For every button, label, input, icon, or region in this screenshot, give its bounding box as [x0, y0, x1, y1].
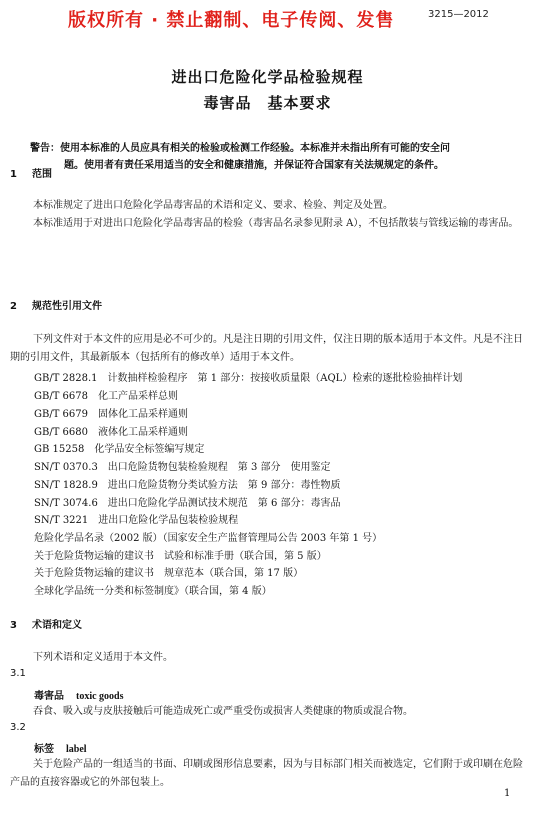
term-english: label	[66, 744, 87, 755]
reference-item: 危险化学品名录（2002 版）（国家安全生产监督管理局公告 2003 年第 1 号）	[34, 533, 383, 544]
section-number: 1	[10, 169, 17, 180]
reference-item: 全球化学品统一分类和标签制度》（联合国，第 4 版）	[34, 586, 272, 597]
scope-paragraph-2: 本标准适用于对进出口危险化学品毒害品的检验（毒害品名录参见附录 A），不包括散装与管线运输的毒害品。	[33, 218, 519, 229]
reference-item: SN/T 3221 进出口危险化学品包装检验规程	[34, 515, 239, 526]
reference-item: 关于危险货物运输的建议书 规章范本（联合国，第 17 版）	[34, 568, 304, 579]
section-heading-normative-references	[10, 297, 102, 312]
reference-item: SN/T 3074.6 进出口危险化学品测试技术规范 第 6 部分：毒害品	[34, 498, 341, 509]
term-chinese: 毒害品	[34, 691, 64, 702]
terms-intro: 下列术语和定义适用于本文件。	[33, 652, 173, 663]
document-subtitle: 毒害品 基本要求	[203, 94, 332, 112]
section-title: 规范性引用文件	[32, 301, 102, 312]
section-title: 术语和定义	[32, 620, 82, 631]
reference-item: GB 15258 化学品安全标签编写规定	[34, 444, 205, 455]
warning-line-1: 警告：使用本标准的人员应具有相关的检验或检测工作经验。本标准并未指出所有可能的安全问	[30, 143, 450, 154]
term-chinese: 标签	[34, 744, 54, 755]
page-number: 1	[504, 788, 511, 799]
document-title: 进出口危险化学品检验规程	[171, 68, 364, 86]
reference-item: SN/T 0370.3 出口危险货物包装检验规程 第 3 部分 使用鉴定	[34, 462, 331, 473]
section-heading-terms	[10, 616, 82, 631]
reference-item: GB/T 6679 固体化工品采样通则	[34, 409, 189, 420]
section-number: 2	[10, 301, 17, 312]
term-definition: 关于危险产品的一组适当的书面、印刷或图形信息要素，因为与目标部门相关而被选定，它们附于或印刷在危险产品的直接容器或它的外部包装上。	[10, 759, 523, 788]
term-number: 3.2	[10, 722, 26, 733]
reference-item: GB/T 6678 化工产品采样总则	[34, 391, 179, 402]
references-intro: 下列文件对于本文件的应用是必不可少的。凡是注日期的引用文件，仅注日期的版本适用于本文件。凡是不注日期的引用文件，其最新版本（包括所有的修改单）适用于本文件。	[10, 334, 523, 363]
copyright-watermark: 版权所有 · 禁止翻制、电子传阅、发售	[68, 10, 395, 31]
term-english: toxic goods	[76, 691, 124, 702]
term-definition: 吞食、吸入或与皮肤接触后可能造成死亡或严重受伤或损害人类健康的物质或混合物。	[33, 706, 413, 717]
reference-item: 关于危险货物运输的建议书 试验和标准手册（联合国，第 5 版）	[34, 551, 327, 562]
reference-item: GB/T 2828.1 计数抽样检验程序 第 1 部分：按接收质量限（AQL）检索的逐批检验抽样计划	[34, 373, 463, 384]
standard-number: 3215—2012	[428, 9, 489, 20]
scope-paragraph-1: 本标准规定了进出口危险化学品毒害品的术语和定义、要求、检验、判定及处置。	[33, 200, 393, 211]
warning-notice	[30, 140, 515, 174]
term-heading	[34, 740, 87, 755]
section-heading-scope	[10, 165, 52, 180]
section-number: 3	[10, 620, 17, 631]
term-heading	[34, 687, 124, 702]
reference-item: SN/T 1828.9 进出口危险货物分类试验方法 第 9 部分：毒性物质	[34, 480, 341, 491]
term-number: 3.1	[10, 668, 26, 679]
warning-line-2: 题。使用者有责任采用适当的安全和健康措施，并保证符合国家有关法规规定的条件。	[64, 160, 444, 171]
reference-item: GB/T 6680 液体化工品采样通则	[34, 427, 189, 438]
section-title: 范围	[32, 169, 52, 180]
